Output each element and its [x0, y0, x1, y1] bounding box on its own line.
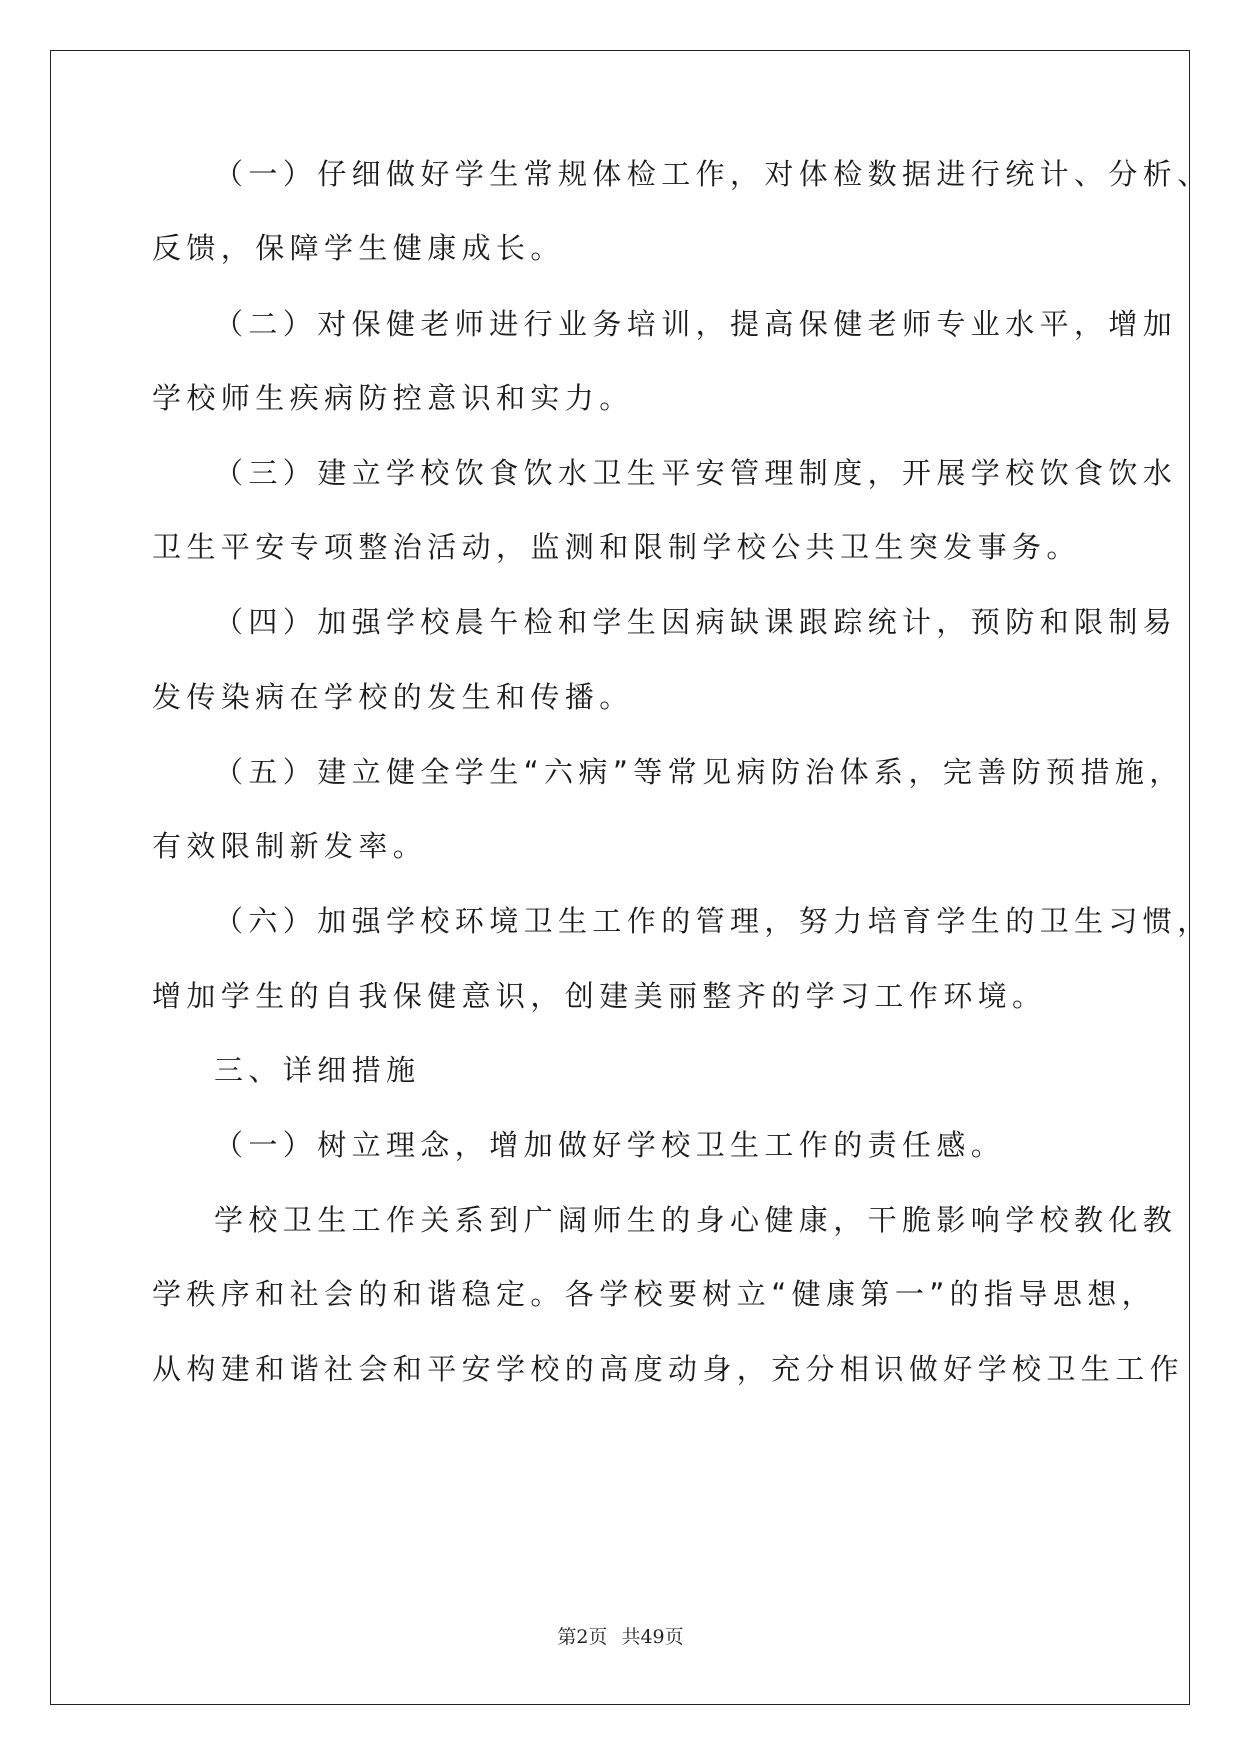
paragraph-line: 卫生平安专项整治活动，监测和限制学校公共卫生突发事务。 — [152, 530, 1081, 564]
total-pages: 共49页 — [621, 1626, 684, 1648]
page-number: 第2页 — [557, 1626, 608, 1648]
section-heading: 三、详细措施 — [214, 1053, 421, 1087]
page-border — [50, 50, 1190, 1705]
paragraph-line: 学校卫生工作关系到广阔师生的身心健康，干脆影响学校教化教 — [214, 1203, 1178, 1237]
paragraph-line: （四）加强学校晨午检和学生因病缺课跟踪统计，预防和限制易 — [214, 605, 1178, 639]
paragraph-line: 增加学生的自我保健意识，创建美丽整齐的学习工作环境。 — [152, 979, 1047, 1013]
paragraph-line: （五）建立健全学生“六病”等常见病防治体系，完善防预措施， — [214, 755, 1184, 789]
paragraph-line: 从构建和谐社会和平安学校的高度动身，充分相识做好学校卫生工作 — [152, 1352, 1185, 1386]
page-footer — [0, 1622, 1241, 1649]
paragraph-line: 学校师生疾病防控意识和实力。 — [152, 381, 634, 415]
paragraph-line: 发传染病在学校的发生和传播。 — [152, 680, 634, 714]
subsection-heading: （一）树立理念，增加做好学校卫生工作的责任感。 — [214, 1128, 1006, 1162]
paragraph-line: （三）建立学校饮食饮水卫生平安管理制度，开展学校饮食饮水 — [214, 456, 1178, 490]
paragraph-line: （一）仔细做好学生常规体检工作，对体检数据进行统计、分析、 — [214, 157, 1212, 191]
paragraph-line: 学秩序和社会的和谐稳定。各学校要树立“健康第一”的指导思想， — [152, 1277, 1157, 1311]
paragraph-line: （二）对保健老师进行业务培训，提高保健老师专业水平，增加 — [214, 307, 1178, 341]
paragraph-line: （六）加强学校环境卫生工作的管理，努力培育学生的卫生习惯， — [214, 904, 1212, 938]
paragraph-line: 反馈，保障学生健康成长。 — [152, 231, 565, 265]
paragraph-line: 有效限制新发率。 — [152, 829, 428, 863]
